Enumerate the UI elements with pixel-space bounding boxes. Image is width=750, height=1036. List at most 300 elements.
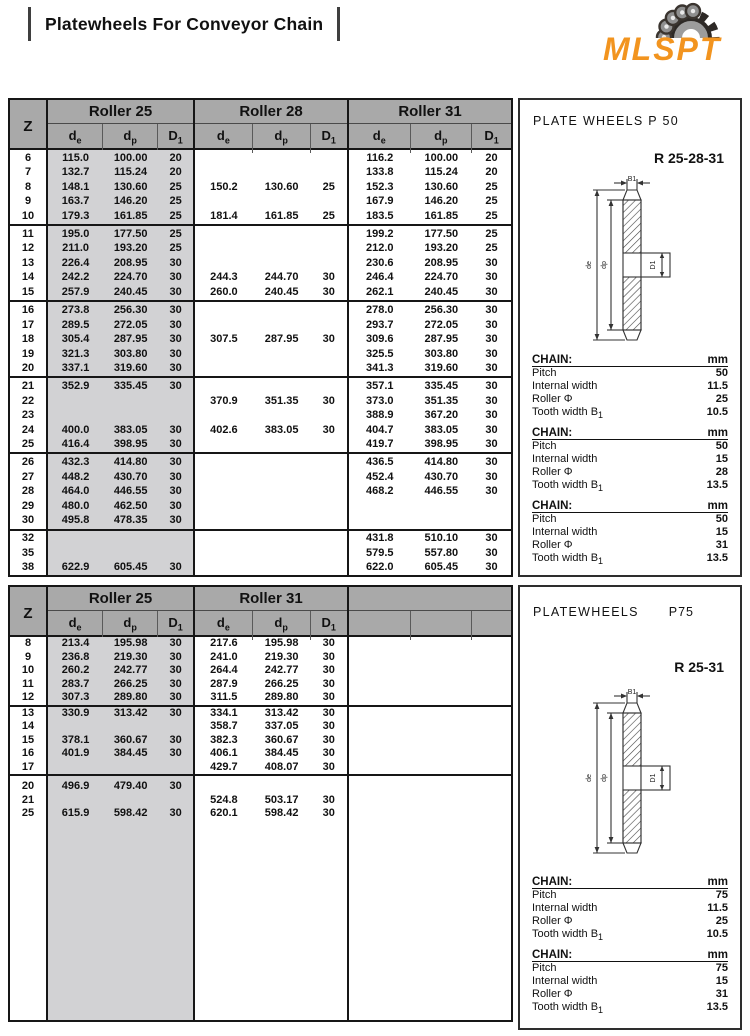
value-cell: 236.8 [61, 650, 90, 663]
spec-value: 15 [715, 975, 728, 987]
spec-value: 31 [715, 539, 728, 551]
spec-label: Pitch [532, 440, 557, 452]
value-cell [349, 747, 411, 761]
value-cell: 195.0 [61, 227, 90, 240]
value-cell: 430.70 [113, 470, 148, 483]
value-cell: 25 [485, 227, 498, 240]
z-value: 21 [21, 793, 35, 806]
z-value: 16 [21, 747, 35, 760]
table-row [48, 423, 193, 438]
value-cell: 30 [485, 423, 498, 436]
value-cell: 30 [485, 271, 498, 284]
value-cell: 30 [322, 807, 335, 820]
z-value: 21 [21, 380, 35, 393]
table-row [48, 513, 193, 528]
chain-spec-row [532, 466, 728, 479]
value-cell: 132.7 [61, 166, 90, 179]
value-cell [472, 664, 511, 678]
roller-column [349, 707, 511, 775]
z-value: 38 [21, 561, 35, 574]
spec-value: 13.5 [706, 1001, 728, 1013]
sub-header-row [195, 611, 347, 640]
value-cell [195, 455, 253, 470]
roller-column-shaded [48, 776, 195, 1020]
value-cell [472, 499, 511, 514]
value-cell: 408.07 [264, 760, 299, 773]
value-cell [311, 560, 347, 575]
value-cell [311, 484, 347, 499]
row-group [10, 705, 511, 775]
dim-label-dp: dp [601, 261, 608, 269]
chain-spec-row [532, 902, 728, 915]
panel-title [533, 605, 694, 619]
value-cell [103, 408, 158, 423]
value-cell [158, 761, 193, 775]
value-cell: 30 [322, 650, 335, 663]
table-row [349, 651, 511, 665]
z-value: 10 [21, 664, 35, 677]
chain-unit-label: mm [707, 500, 728, 512]
table-row [48, 209, 193, 224]
value-cell [411, 720, 473, 734]
dim-label-dp: dp [601, 774, 608, 782]
z-column [10, 637, 48, 705]
col-group-header [48, 100, 195, 153]
z-column [10, 150, 48, 224]
value-cell: 115.24 [114, 166, 148, 179]
value-cell [158, 546, 193, 561]
value-cell [103, 794, 158, 808]
value-cell: 25 [169, 242, 182, 255]
z-column [10, 707, 48, 775]
table-row [195, 531, 347, 546]
roller-column-shaded [48, 454, 195, 528]
value-cell: 351.35 [424, 394, 459, 407]
spec-value: 50 [715, 440, 728, 452]
table-row [48, 303, 193, 318]
value-cell [253, 347, 311, 362]
row-group [10, 637, 511, 705]
chain-spec-blocks [532, 352, 728, 571]
spec-label: Roller Φ [532, 466, 573, 478]
table-row [195, 303, 347, 318]
z-column [10, 378, 48, 452]
value-cell: 352.9 [61, 380, 90, 393]
value-cell [253, 484, 311, 499]
spec-label: Internal width [532, 902, 598, 914]
table-row [349, 209, 511, 224]
sub-header-cell: $d_e$ [195, 611, 253, 640]
value-cell: 30 [485, 485, 498, 498]
table-row [48, 691, 193, 705]
value-cell [195, 531, 253, 546]
table-row [349, 194, 511, 209]
value-cell [253, 227, 311, 242]
z-value: 29 [21, 499, 35, 512]
col-group-header [48, 587, 195, 640]
value-cell: 30 [485, 333, 498, 346]
spec-label: Tooth width $B_1$ [532, 479, 604, 494]
value-cell: 303.80 [113, 347, 148, 360]
value-cell [253, 408, 311, 423]
table-row [48, 241, 193, 256]
table-row [349, 423, 511, 438]
spec-value: 25 [715, 393, 728, 405]
value-cell: 30 [485, 285, 498, 298]
value-cell [253, 560, 311, 575]
value-cell: 25 [169, 209, 182, 222]
z-value: 32 [21, 532, 35, 545]
table-row [195, 151, 347, 166]
value-cell: 307.5 [210, 333, 238, 346]
platewheel-cross-section-diagram [534, 687, 734, 859]
value-cell: 193.20 [113, 242, 148, 255]
table-row [349, 151, 511, 166]
value-cell: 287.95 [264, 333, 299, 346]
col-header-z: Z [10, 100, 48, 153]
value-cell: 446.55 [424, 485, 459, 498]
table-row [349, 408, 511, 423]
value-cell: 256.30 [113, 304, 148, 317]
value-cell [411, 499, 473, 514]
value-cell [411, 664, 473, 678]
value-cell: 309.6 [366, 333, 394, 346]
title-left-bar [28, 7, 31, 41]
table-row [195, 651, 347, 665]
value-cell: 30 [322, 423, 335, 436]
value-cell: 130.60 [113, 180, 148, 193]
chain-spec-block [532, 947, 728, 1014]
value-cell: 264.4 [210, 664, 238, 677]
value-cell [103, 531, 158, 546]
value-cell [311, 437, 347, 452]
value-cell: 161.85 [264, 209, 299, 222]
value-cell: 384.45 [113, 747, 148, 760]
value-cell: 325.5 [366, 347, 394, 360]
roller-column [195, 531, 349, 575]
table-row [349, 256, 511, 271]
value-cell [411, 734, 473, 748]
group-label: Roller 31 [349, 100, 511, 124]
value-cell: 217.6 [210, 637, 238, 650]
roller-column [349, 150, 511, 224]
value-cell: 30 [485, 394, 498, 407]
spec-value: 10.5 [706, 406, 728, 418]
value-cell: 30 [169, 677, 182, 690]
value-cell: 287.95 [113, 333, 148, 346]
chain-header-label: CHAIN: [532, 949, 573, 961]
chain-unit-label: mm [707, 354, 728, 366]
value-cell [472, 794, 511, 808]
value-cell: 30 [169, 256, 182, 269]
title-right-bar [337, 7, 340, 41]
sub-header-cell: $D_1$ [321, 128, 336, 146]
table-row [195, 361, 347, 376]
value-cell: 510.10 [424, 532, 459, 545]
value-cell [195, 361, 253, 376]
table-row [349, 165, 511, 180]
value-cell: 219.30 [264, 650, 299, 663]
value-cell: 287.9 [210, 677, 238, 690]
value-cell [195, 513, 253, 528]
spec-label: Internal width [532, 380, 598, 392]
value-cell: 289.5 [61, 318, 90, 331]
table-row [48, 455, 193, 470]
value-cell [349, 761, 411, 775]
value-cell: 152.3 [366, 180, 394, 193]
value-cell: 335.45 [113, 380, 148, 393]
value-cell: 337.1 [61, 362, 90, 375]
value-cell [158, 794, 193, 808]
value-cell: 130.60 [264, 180, 299, 193]
table-row [48, 664, 193, 678]
spec-value: 75 [715, 962, 728, 974]
value-cell [472, 720, 511, 734]
table-row [349, 531, 511, 546]
chain-spec-row [532, 552, 728, 565]
value-cell: 240.45 [264, 285, 299, 298]
value-cell [349, 651, 411, 665]
value-cell [195, 546, 253, 561]
z-value: 9 [24, 195, 32, 208]
sub-header-cell: $d_p$ [411, 124, 473, 153]
value-cell [472, 707, 511, 721]
value-cell: 146.20 [113, 195, 148, 208]
chain-spec-row [532, 367, 728, 380]
col-header-z: Z [10, 587, 48, 640]
value-cell: 30 [169, 318, 182, 331]
table-row [349, 780, 511, 794]
value-cell: 208.95 [113, 256, 148, 269]
value-cell [472, 637, 511, 651]
z-value: 22 [21, 394, 35, 407]
sub-header-cell: $d_p$ [103, 611, 158, 640]
value-cell: 273.8 [61, 304, 90, 317]
value-cell [411, 780, 473, 794]
value-cell [311, 256, 347, 271]
value-cell: 360.67 [113, 733, 148, 746]
chain-spec-row [532, 928, 728, 941]
value-cell [253, 361, 311, 376]
value-cell: 100.00 [424, 151, 459, 164]
value-cell: 30 [322, 793, 335, 806]
spec-value: 11.5 [707, 380, 728, 392]
dim-label-d1: D1 [650, 260, 657, 270]
value-cell: 370.9 [210, 394, 238, 407]
group-label: Roller 25 [48, 100, 193, 124]
roller-column [349, 226, 511, 300]
value-cell [311, 546, 347, 561]
value-cell: 404.7 [366, 423, 394, 436]
value-cell: 115.0 [62, 151, 89, 164]
value-cell: 161.85 [113, 209, 148, 222]
roller-column [195, 454, 349, 528]
table-row [195, 637, 347, 651]
value-cell: 357.1 [366, 380, 394, 393]
value-cell: 30 [322, 733, 335, 746]
chain-spec-row [532, 1001, 728, 1014]
row-group [10, 224, 511, 300]
value-cell: 30 [169, 285, 182, 298]
value-cell: 25 [169, 227, 182, 240]
table-row [195, 379, 347, 394]
spec-value: 11.5 [707, 902, 728, 914]
table-row [48, 379, 193, 394]
table-row [349, 347, 511, 362]
value-cell: 335.45 [424, 380, 459, 393]
value-cell [253, 499, 311, 514]
value-cell: 406.1 [210, 747, 238, 760]
value-cell: 579.5 [366, 546, 394, 559]
chain-unit-label: mm [707, 876, 728, 888]
value-cell: 211.0 [62, 242, 89, 255]
z-value: 20 [21, 362, 35, 375]
value-cell: 30 [169, 514, 182, 527]
value-cell: 400.0 [61, 423, 90, 436]
row-group [10, 452, 511, 528]
value-cell: 116.2 [366, 151, 394, 164]
value-cell [311, 303, 347, 318]
table-row [195, 241, 347, 256]
value-cell: 241.0 [210, 650, 238, 663]
value-cell [195, 408, 253, 423]
value-cell: 30 [169, 733, 182, 746]
table-row [48, 470, 193, 485]
value-cell: 429.7 [210, 760, 238, 773]
roller-column [349, 637, 511, 705]
chain-spec-header [532, 874, 728, 889]
z-value: 11 [22, 227, 34, 240]
value-cell: 30 [485, 362, 498, 375]
roller-column-shaded [48, 226, 195, 300]
value-cell [311, 513, 347, 528]
table-row [195, 560, 347, 575]
value-cell [472, 780, 511, 794]
chain-spec-block [532, 498, 728, 565]
value-cell [311, 318, 347, 333]
value-cell [311, 151, 347, 166]
table-row [48, 347, 193, 362]
value-cell: 20 [485, 151, 498, 164]
value-cell: 430.70 [424, 470, 459, 483]
value-cell [349, 678, 411, 692]
sub-header-cell [472, 611, 511, 640]
table-row [48, 408, 193, 423]
value-cell [472, 761, 511, 775]
table-row [48, 227, 193, 242]
table-row [48, 720, 193, 734]
value-cell: 278.0 [366, 304, 394, 317]
value-cell [349, 513, 411, 528]
value-cell [195, 780, 253, 794]
chain-spec-row [532, 962, 728, 975]
table-row [349, 707, 511, 721]
z-value: 30 [21, 514, 35, 527]
table-row [195, 423, 347, 438]
roller-column [349, 454, 511, 528]
value-cell: 446.55 [113, 485, 148, 498]
value-cell: 25 [485, 195, 498, 208]
spec-panel-p50 [518, 98, 742, 577]
value-cell: 30 [485, 438, 498, 451]
value-cell: 351.35 [264, 394, 299, 407]
table-row [195, 256, 347, 271]
value-cell: 25 [485, 180, 498, 193]
table-row [195, 747, 347, 761]
value-cell [349, 637, 411, 651]
spec-value: 75 [715, 889, 728, 901]
z-value: 27 [21, 470, 35, 483]
table-row [349, 720, 511, 734]
spec-label: Pitch [532, 513, 557, 525]
value-cell: 272.05 [113, 318, 148, 331]
value-cell [311, 470, 347, 485]
value-cell: 334.1 [210, 706, 238, 719]
value-cell: 242.2 [61, 271, 90, 284]
value-cell: 622.0 [366, 561, 394, 574]
spec-label: Tooth width $B_1$ [532, 406, 604, 421]
sub-header-cell: $D_1$ [484, 128, 499, 146]
z-value: 8 [24, 637, 32, 650]
row-group [10, 529, 511, 575]
value-cell [349, 691, 411, 705]
value-cell: 30 [485, 409, 498, 422]
z-value: 28 [21, 485, 35, 498]
value-cell [253, 165, 311, 180]
table-row [349, 734, 511, 748]
value-cell [48, 794, 103, 808]
panel-title-text: PLATEWHEELS [533, 605, 639, 619]
value-cell: 431.8 [366, 532, 394, 545]
value-cell: 605.45 [113, 561, 148, 574]
sub-header-cell [411, 611, 473, 640]
value-cell: 25 [485, 242, 498, 255]
group-label: Roller 28 [195, 100, 347, 124]
value-cell: 452.4 [366, 470, 394, 483]
z-value: 20 [21, 780, 35, 793]
z-column [10, 531, 48, 575]
value-cell [158, 531, 193, 546]
chain-spec-row [532, 889, 728, 902]
value-cell [411, 747, 473, 761]
value-cell: 30 [169, 747, 182, 760]
value-cell [253, 318, 311, 333]
table-row [48, 151, 193, 166]
value-cell: 307.3 [61, 691, 90, 704]
table-row [349, 807, 511, 821]
value-cell: 150.2 [210, 180, 238, 193]
platewheel-table-p50 [8, 98, 513, 577]
value-cell: 167.9 [366, 195, 394, 208]
value-cell [472, 691, 511, 705]
table-row [195, 513, 347, 528]
spec-label: Tooth width $B_1$ [532, 552, 604, 567]
value-cell [349, 794, 411, 808]
table-row [48, 761, 193, 775]
table-row [195, 209, 347, 224]
roller-column [195, 150, 349, 224]
value-cell [253, 513, 311, 528]
spec-value: 28 [715, 466, 728, 478]
table-row [195, 455, 347, 470]
table-row [195, 794, 347, 808]
table-row [48, 194, 193, 209]
chain-spec-row [532, 988, 728, 1001]
value-cell: 293.7 [366, 318, 394, 331]
table-row [195, 691, 347, 705]
value-cell: 382.3 [210, 733, 238, 746]
table-row [349, 455, 511, 470]
